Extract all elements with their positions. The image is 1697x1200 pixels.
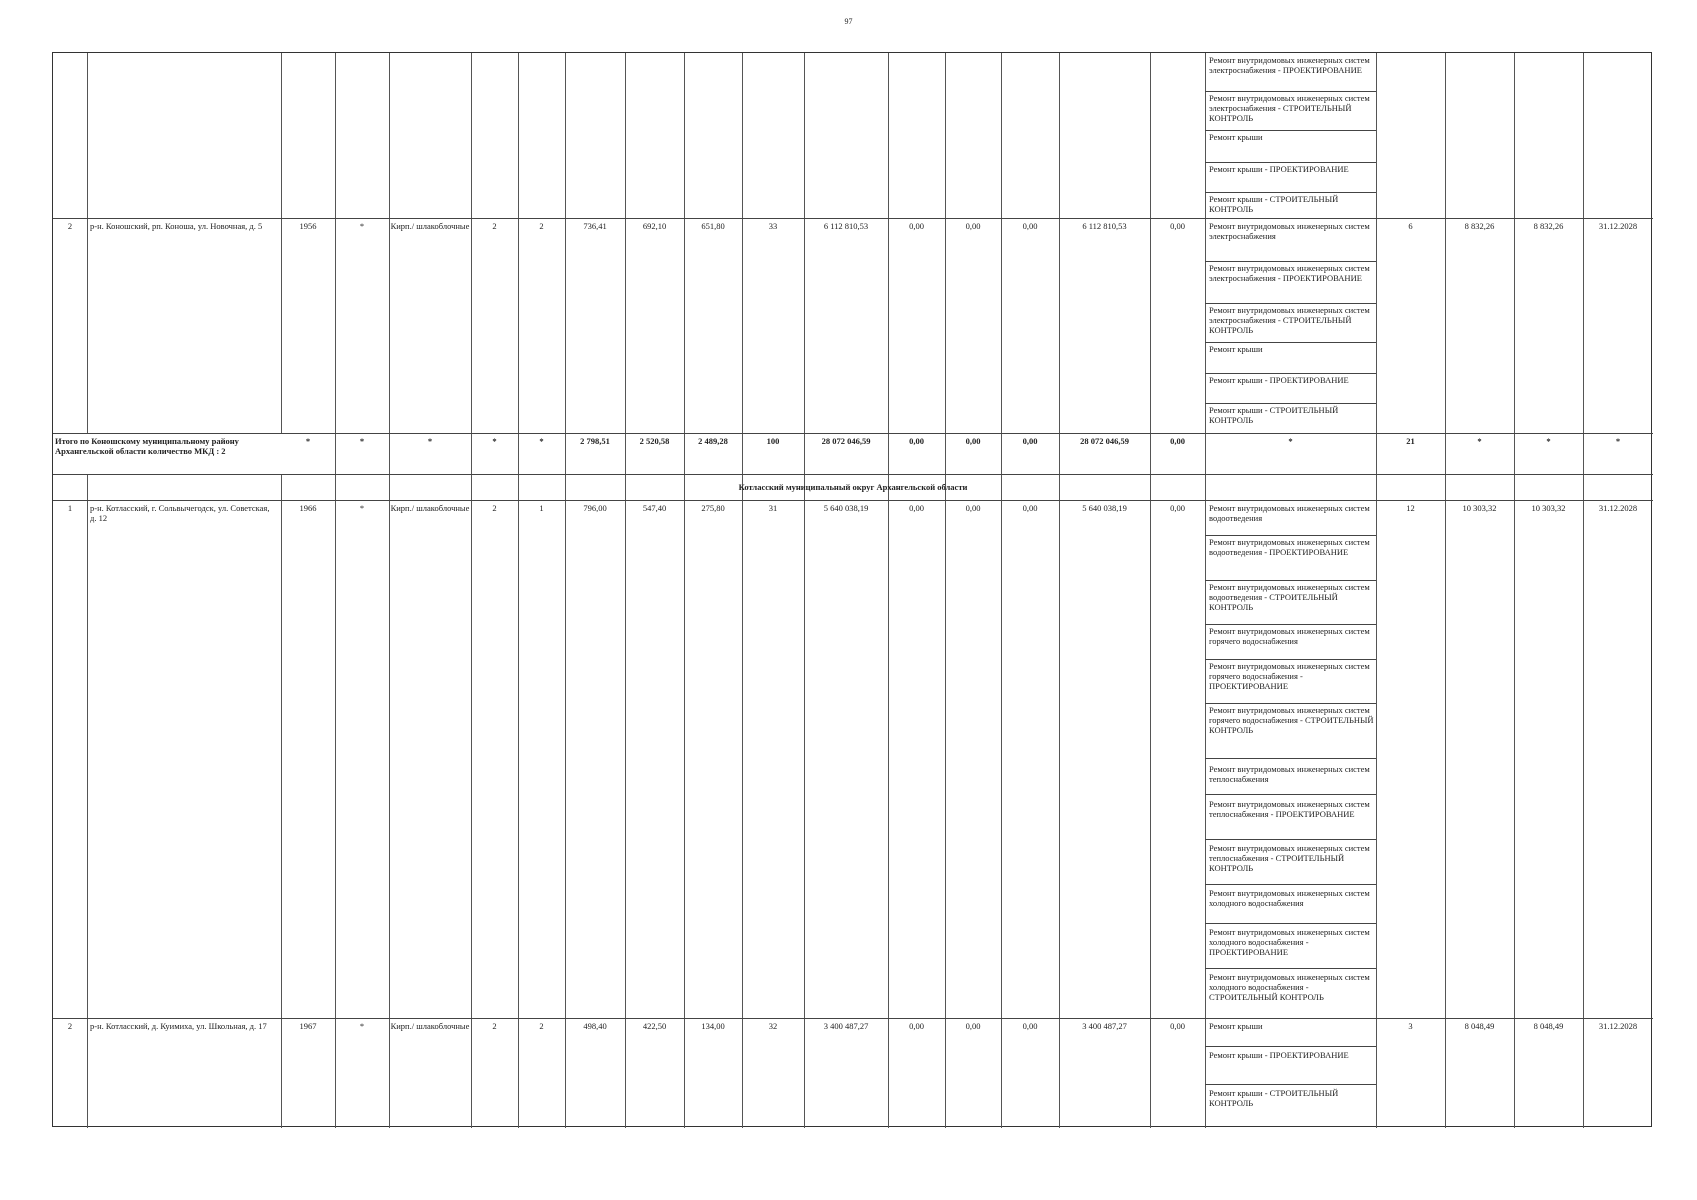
floors: 2 bbox=[492, 1021, 497, 1031]
area-total: 498,40 bbox=[583, 1021, 607, 1031]
area-owned: 651,80 bbox=[701, 221, 725, 231]
total-residents: 100 bbox=[766, 436, 780, 446]
row-number: 1 bbox=[67, 503, 73, 513]
cost-owners: 3 400 487,27 bbox=[1082, 1021, 1127, 1031]
work-item: Ремонт крыши - СТРОИТЕЛЬНЫЙ КОНТРОЛЬ bbox=[1209, 405, 1339, 425]
work-item: Ремонт внутридомовых инженерных систем холодного водоснабжения bbox=[1209, 888, 1370, 908]
limit-cost: 8 048,49 bbox=[1533, 1021, 1564, 1031]
cost-total: 6 112 810,53 bbox=[823, 221, 869, 231]
work-item: Ремонт крыши bbox=[1209, 344, 1263, 354]
wall-material: Кирп./ шлакоблочные bbox=[390, 221, 470, 231]
work-item: Ремонт внутридомовых инженерных систем горячего водоснабжения bbox=[1209, 626, 1370, 646]
total-entrances: * bbox=[539, 436, 544, 446]
page-number: 97 bbox=[844, 17, 853, 26]
deadline: 31.12.2028 bbox=[1598, 503, 1638, 513]
total-label: Итого по Коношскому муниципальному району Архангельской области количество МКД : 2 bbox=[55, 436, 239, 456]
unit-cost: 8 832,26 bbox=[1464, 221, 1495, 231]
row-number: 2 bbox=[67, 1021, 73, 1031]
cell-star: * bbox=[359, 221, 365, 231]
fund-1: 0,00 bbox=[909, 1021, 924, 1031]
unit-cost: 8 048,49 bbox=[1464, 1021, 1495, 1031]
residents: 33 bbox=[768, 221, 778, 231]
area-living: 547,40 bbox=[642, 503, 667, 513]
unit-cost: 10 303,32 bbox=[1462, 503, 1497, 513]
work-item: Ремонт внутридомовых инженерных систем холодного водоснабжения - ПРОЕКТИРОВАНИЕ bbox=[1209, 927, 1370, 957]
work-item: Ремонт крыши bbox=[1209, 1021, 1263, 1031]
residents: 32 bbox=[768, 1021, 778, 1031]
total-unit-cost: * bbox=[1477, 436, 1482, 446]
work-item: Ремонт внутридомовых инженерных систем горячего водоснабжения - СТРОИТЕЛЬНЫЙ КОНТРОЛЬ bbox=[1209, 705, 1374, 735]
work-item: Ремонт внутридомовых инженерных систем теплоснабжения - СТРОИТЕЛЬНЫЙ КОНТРОЛЬ bbox=[1209, 843, 1370, 873]
section-header: Котласский муниципальный округ Архангельской области bbox=[738, 482, 968, 492]
work-item: Ремонт внутридомовых инженерных систем теплоснабжения bbox=[1209, 764, 1370, 784]
work-item: Ремонт крыши - СТРОИТЕЛЬНЫЙ КОНТРОЛЬ bbox=[1209, 1088, 1339, 1108]
total-cost-owners: 28 072 046,59 bbox=[1080, 436, 1129, 446]
total-col3: * bbox=[359, 436, 365, 446]
total-fund-3: 0,00 bbox=[1022, 436, 1038, 446]
work-item: Ремонт внутридомовых инженерных систем электроснабжения - ПРОЕКТИРОВАНИЕ bbox=[1209, 55, 1370, 75]
work-item: Ремонт внутридомовых инженерных систем электроснабжения - ПРОЕКТИРОВАНИЕ bbox=[1209, 263, 1370, 283]
work-item: Ремонт крыши - ПРОЕКТИРОВАНИЕ bbox=[1209, 375, 1349, 385]
total-deadline: * bbox=[1615, 436, 1621, 446]
fund-4: 0,00 bbox=[1170, 503, 1185, 513]
cell-star: * bbox=[359, 503, 365, 513]
fund-3: 0,00 bbox=[1022, 503, 1038, 513]
total-material: * bbox=[427, 436, 433, 446]
work-item: Ремонт внутридомовых инженерных систем холодного водоснабжения - СТРОИТЕЛЬНЫЙ КОНТРОЛЬ bbox=[1209, 972, 1370, 1002]
wall-material: Кирп./ шлакоблочные bbox=[390, 503, 470, 513]
work-item: Ремонт внутридомовых инженерных систем горячего водоснабжения - ПРОЕКТИРОВАНИЕ bbox=[1209, 661, 1370, 691]
limit-cost: 8 832,26 bbox=[1533, 221, 1564, 231]
work-item: Ремонт крыши - СТРОИТЕЛЬНЫЙ КОНТРОЛЬ bbox=[1209, 194, 1339, 214]
fund-2: 0,00 bbox=[965, 503, 981, 513]
fund-2: 0,00 bbox=[965, 221, 981, 231]
address: р-н. Котласский, г. Сольвычегодск, ул. Советская, д. 12 bbox=[90, 503, 270, 523]
floors: 2 bbox=[492, 503, 497, 513]
works-count: 6 bbox=[1408, 221, 1413, 231]
total-fund-1: 0,00 bbox=[909, 436, 924, 446]
total-area-living: 2 520,58 bbox=[639, 436, 670, 446]
total-fund-2: 0,00 bbox=[965, 436, 981, 446]
row-number: 2 bbox=[67, 221, 73, 231]
fund-2: 0,00 bbox=[965, 1021, 981, 1031]
work-item: Ремонт крыши bbox=[1209, 132, 1263, 142]
work-item: Ремонт внутридомовых инженерных систем электроснабжения bbox=[1209, 221, 1370, 241]
area-living: 692,10 bbox=[642, 221, 667, 231]
residents: 31 bbox=[768, 503, 778, 513]
repair-program-table bbox=[52, 52, 1652, 1127]
total-works: * bbox=[1288, 436, 1293, 446]
work-item: Ремонт внутридомовых инженерных систем электроснабжения - СТРОИТЕЛЬНЫЙ КОНТРОЛЬ bbox=[1209, 93, 1370, 123]
fund-4: 0,00 bbox=[1170, 221, 1185, 231]
cost-owners: 6 112 810,53 bbox=[1082, 221, 1127, 231]
total-area-total: 2 798,51 bbox=[580, 436, 610, 446]
area-living: 422,50 bbox=[642, 1021, 667, 1031]
cell-star: * bbox=[359, 1021, 365, 1031]
work-item: Ремонт внутридомовых инженерных систем водоотведения - СТРОИТЕЛЬНЫЙ КОНТРОЛЬ bbox=[1209, 582, 1370, 612]
work-item: Ремонт внутридомовых инженерных систем водоотведения - ПРОЕКТИРОВАНИЕ bbox=[1209, 537, 1370, 557]
works-count: 12 bbox=[1406, 503, 1415, 513]
total-cost: 28 072 046,59 bbox=[821, 436, 871, 446]
work-item: Ремонт внутридомовых инженерных систем теплоснабжения - ПРОЕКТИРОВАНИЕ bbox=[1209, 799, 1370, 819]
total-fund-4: 0,00 bbox=[1170, 436, 1185, 446]
floors: 2 bbox=[492, 221, 497, 231]
area-owned: 275,80 bbox=[701, 503, 725, 513]
entrances: 1 bbox=[539, 503, 544, 513]
entrances: 2 bbox=[539, 1021, 544, 1031]
area-total: 736,41 bbox=[583, 221, 607, 231]
address: р-н. Коношский, рп. Коноша, ул. Новочная, д. 5 bbox=[90, 221, 263, 231]
build-year: 1967 bbox=[299, 1021, 317, 1031]
work-item: Ремонт внутридомовых инженерных систем электроснабжения - СТРОИТЕЛЬНЫЙ КОНТРОЛЬ bbox=[1209, 305, 1370, 335]
cost-owners: 5 640 038,19 bbox=[1082, 503, 1127, 513]
total-limit-cost: * bbox=[1546, 436, 1551, 446]
limit-cost: 10 303,32 bbox=[1531, 503, 1566, 513]
area-total: 796,00 bbox=[583, 503, 607, 513]
fund-3: 0,00 bbox=[1022, 221, 1038, 231]
cost-total: 3 400 487,27 bbox=[823, 1021, 869, 1031]
total-works-count: 21 bbox=[1406, 436, 1415, 446]
cost-total: 5 640 038,19 bbox=[823, 503, 869, 513]
deadline: 31.12.2028 bbox=[1598, 221, 1638, 231]
fund-3: 0,00 bbox=[1022, 1021, 1038, 1031]
entrances: 2 bbox=[539, 221, 544, 231]
fund-1: 0,00 bbox=[909, 221, 924, 231]
address: р-н. Котласский, д. Куимиха, ул. Школьная, д. 17 bbox=[90, 1021, 267, 1031]
deadline: 31.12.2028 bbox=[1598, 1021, 1638, 1031]
fund-4: 0,00 bbox=[1170, 1021, 1185, 1031]
work-item: Ремонт крыши - ПРОЕКТИРОВАНИЕ bbox=[1209, 164, 1349, 174]
total-year: * bbox=[305, 436, 311, 446]
fund-1: 0,00 bbox=[909, 503, 924, 513]
area-owned: 134,00 bbox=[701, 1021, 725, 1031]
build-year: 1956 bbox=[299, 221, 317, 231]
total-floors: * bbox=[492, 436, 497, 446]
works-count: 3 bbox=[1408, 1021, 1413, 1031]
work-item: Ремонт внутридомовых инженерных систем водоотведения bbox=[1209, 503, 1370, 523]
wall-material: Кирп./ шлакоблочные bbox=[390, 1021, 470, 1031]
work-item: Ремонт крыши - ПРОЕКТИРОВАНИЕ bbox=[1209, 1050, 1349, 1060]
build-year: 1966 bbox=[299, 503, 317, 513]
total-area-owned: 2 489,28 bbox=[698, 436, 728, 446]
